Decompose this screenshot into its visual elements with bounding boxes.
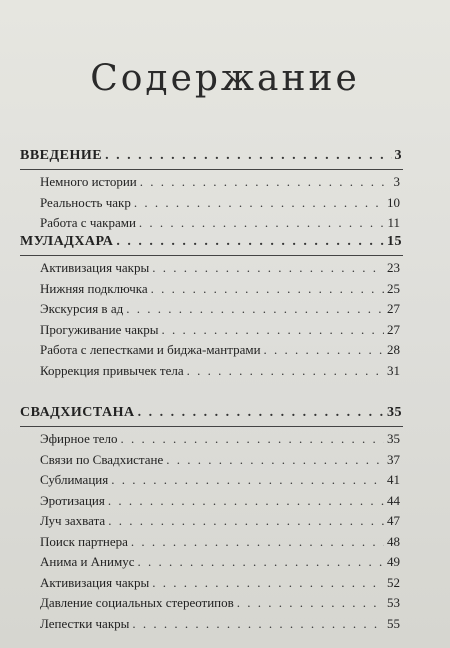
toc-section[interactable] bbox=[20, 405, 402, 421]
dot-leader bbox=[132, 616, 384, 632]
toc-entry-page-number: 27 bbox=[387, 321, 400, 337]
toc-entry-label: Немного истории bbox=[40, 174, 137, 189]
dot-leader bbox=[121, 431, 384, 447]
toc-entry-label: Поиск партнера bbox=[40, 533, 128, 549]
dot-leader bbox=[105, 148, 391, 164]
toc-entry[interactable] bbox=[40, 363, 400, 379]
toc-entry[interactable] bbox=[40, 195, 400, 211]
dot-leader bbox=[126, 301, 384, 317]
toc-entry-label: Анима и Анимус bbox=[40, 554, 135, 569]
dot-leader bbox=[152, 260, 384, 276]
dot-leader bbox=[108, 513, 384, 529]
toc-entry-label: Сублимация bbox=[40, 472, 109, 487]
toc-section-page-number: 35 bbox=[387, 405, 402, 420]
toc-entry-page-number: 44 bbox=[387, 492, 400, 508]
toc-entry-label: Луч захвата bbox=[40, 513, 106, 528]
toc-entry[interactable] bbox=[40, 342, 400, 358]
dot-leader bbox=[111, 472, 384, 488]
toc-entry-page-number: 10 bbox=[387, 194, 400, 210]
toc-entry-label: Нижняя подключка bbox=[40, 280, 148, 296]
dot-leader bbox=[134, 195, 384, 211]
dot-leader bbox=[131, 534, 384, 550]
toc-section-label: СВАДХИСТАНА bbox=[20, 405, 135, 420]
toc-entry-page-number: 35 bbox=[387, 431, 400, 446]
toc-entry[interactable] bbox=[40, 431, 400, 447]
toc-entry-page-number: 28 bbox=[387, 342, 400, 357]
dot-leader bbox=[108, 493, 384, 509]
toc-section-page-number: 15 bbox=[387, 234, 402, 249]
toc-section[interactable] bbox=[20, 234, 402, 250]
toc-section-label: МУЛАДХАРА bbox=[20, 234, 114, 249]
toc-entry-page-number: 23 bbox=[387, 260, 400, 275]
toc-section[interactable] bbox=[20, 148, 402, 164]
toc-entry-label: Прогуживание чакры bbox=[40, 321, 159, 337]
dot-leader bbox=[166, 452, 384, 468]
toc-entry[interactable] bbox=[40, 260, 400, 276]
page-title: Содержание bbox=[90, 58, 360, 99]
toc-entry-label: Работа с чакрами bbox=[40, 215, 136, 230]
toc-entry-label: Давление социальных стереотипов bbox=[40, 595, 234, 610]
dot-leader bbox=[139, 215, 385, 231]
toc-entry[interactable] bbox=[40, 513, 400, 529]
dot-leader bbox=[116, 234, 384, 250]
toc-entry-label: Активизация чакры bbox=[40, 574, 150, 590]
toc-entry-page-number: 3 bbox=[393, 174, 400, 189]
section-rule bbox=[20, 169, 403, 170]
toc-entry-page-number: 11 bbox=[387, 215, 400, 230]
toc-entry-page-number: 37 bbox=[387, 451, 400, 467]
toc-entry-label: Реальность чакр bbox=[40, 194, 131, 210]
toc-entry[interactable] bbox=[40, 281, 400, 297]
toc-entry[interactable] bbox=[40, 595, 400, 611]
toc-entry-page-number: 55 bbox=[387, 615, 400, 631]
toc-entry-label: Работа с лепестками и биджа-мантрами bbox=[40, 342, 261, 357]
toc-entry-page-number: 48 bbox=[387, 533, 400, 549]
toc-entry[interactable] bbox=[40, 174, 400, 190]
dot-leader bbox=[140, 174, 391, 190]
toc-entry-label: Эфирное тело bbox=[40, 431, 118, 446]
toc-entry-page-number: 53 bbox=[387, 595, 400, 610]
toc-section-label: ВВЕДЕНИЕ bbox=[20, 148, 103, 163]
dot-leader bbox=[264, 342, 384, 358]
dot-leader bbox=[137, 554, 384, 570]
dot-leader bbox=[152, 575, 384, 591]
toc-entry[interactable] bbox=[40, 534, 400, 550]
toc-entry-label: Лепестки чакры bbox=[40, 615, 130, 631]
toc-entry-page-number: 25 bbox=[387, 280, 400, 296]
toc-entry-label: Активизация чакры bbox=[40, 260, 150, 275]
toc-entry-page-number: 52 bbox=[387, 574, 400, 590]
dot-leader bbox=[237, 595, 384, 611]
toc-entry[interactable] bbox=[40, 215, 400, 231]
dot-leader bbox=[151, 281, 384, 297]
toc-entry[interactable] bbox=[40, 452, 400, 468]
toc-entry[interactable] bbox=[40, 472, 400, 488]
toc-entry-label: Эротизация bbox=[40, 492, 105, 508]
dot-leader bbox=[162, 322, 384, 338]
toc-entry[interactable] bbox=[40, 301, 400, 317]
section-rule bbox=[20, 255, 403, 256]
toc-entry-label: Связи по Свадхистане bbox=[40, 451, 164, 467]
toc-entry[interactable] bbox=[40, 616, 400, 632]
toc-entry-page-number: 41 bbox=[387, 472, 400, 487]
toc-entry-label: Экскурсия в ад bbox=[40, 301, 124, 316]
toc-entry-page-number: 27 bbox=[387, 301, 400, 316]
toc-entry[interactable] bbox=[40, 322, 400, 338]
dot-leader bbox=[138, 405, 384, 421]
toc-entry-page-number: 31 bbox=[387, 362, 400, 378]
toc-entry-page-number: 49 bbox=[387, 554, 400, 569]
toc-entry[interactable] bbox=[40, 493, 400, 509]
section-rule bbox=[20, 426, 403, 427]
dot-leader bbox=[187, 363, 384, 379]
toc-entry-label: Коррекция привычек тела bbox=[40, 362, 184, 378]
toc-entry[interactable] bbox=[40, 554, 400, 570]
toc-entry-page-number: 47 bbox=[387, 513, 400, 528]
toc-section-page-number: 3 bbox=[394, 148, 402, 163]
toc-entry[interactable] bbox=[40, 575, 400, 591]
